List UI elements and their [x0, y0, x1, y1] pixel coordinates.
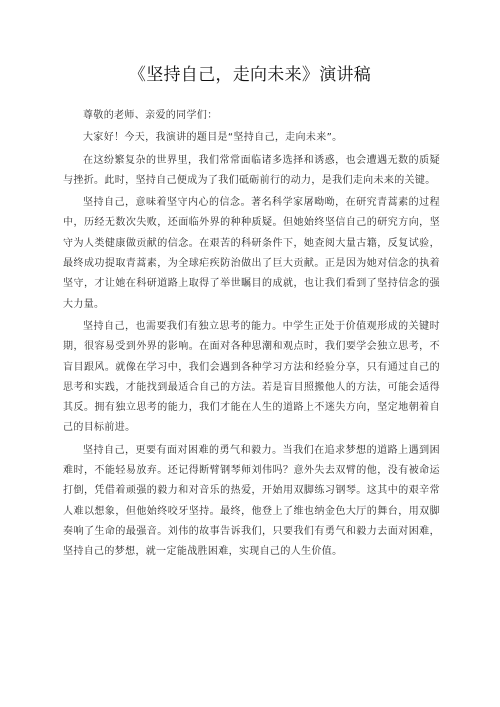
- document-title: 《坚持自己，走向未来》演讲稿: [128, 65, 372, 85]
- paragraph-salutation: 尊敬的老师、亲爱的同学们：: [83, 110, 218, 121]
- paragraph-belief: 坚持自己，意味着坚守内心的信念。著名科学家屠呦呦，在研究青蒿素的过程中，历经无数次失败，还面临外界的种种质疑。但她始终坚信自己的研究方向，坚守为人类健康做贡献的信念。在艰苦的科研条件下，她查阅大量古籍，反复试验，最终成功提取青蒿素，为全球疟疾防治做出了巨大贡献。正是因为她对信念的执着坚守，才让她在科研道路上取得了举世瞩目的成就，也让我们看到了坚持信念的强大力量。: [63, 197, 440, 310]
- paragraph-courage: 坚持自己，更要有面对困难的勇气和毅力。当我们在追求梦想的道路上遇到困难时，不能轻易放弃。还记得断臂钢琴师刘伟吗？意外失去双臂的他，没有被命运打倒，凭借着顽强的毅力和对音乐的热爱，开始用双脚练习钢琴。这其中的艰辛常人难以想象，但他始终咬牙坚持。最终，他登上了维也纳金色大厅的舞台，用双脚奏响了生命的最强音。刘伟的故事告诉我们，只要我们有勇气和毅力去面对困难，坚持自己的梦想，就一定能战胜困难，实现自己的人生价值。: [63, 444, 440, 558]
- document-body: [63, 106, 440, 565]
- paragraph-introduction: 在这纷繁复杂的世界里，我们常常面临诸多选择和诱惑，也会遭遇无数的质疑与挫折。此时，坚持自己便成为了我们砥砺前行的动力，是我们走向未来的关键。: [63, 154, 440, 186]
- paragraph-independent-thinking: 坚持自己，也需要我们有独立思考的能力。中学生正处于价值观形成的关键时期，很容易受到外界的影响。在面对各种思潮和观点时，我们要学会独立思考，不盲目跟风。就像在学习中，我们会遇到各种学习方法和经验分享，只有通过自己的思考和实践，才能找到最适合自己的方法。若是盲目照搬他人的方法，可能会适得其反。拥有独立思考的能力，我们才能在人生的道路上不迷失方向，坚定地朝着自己的目标前进。: [63, 320, 440, 434]
- paragraph-greeting: 大家好！今天，我演讲的题目是“坚持自己，走向未来”。: [83, 132, 343, 144]
